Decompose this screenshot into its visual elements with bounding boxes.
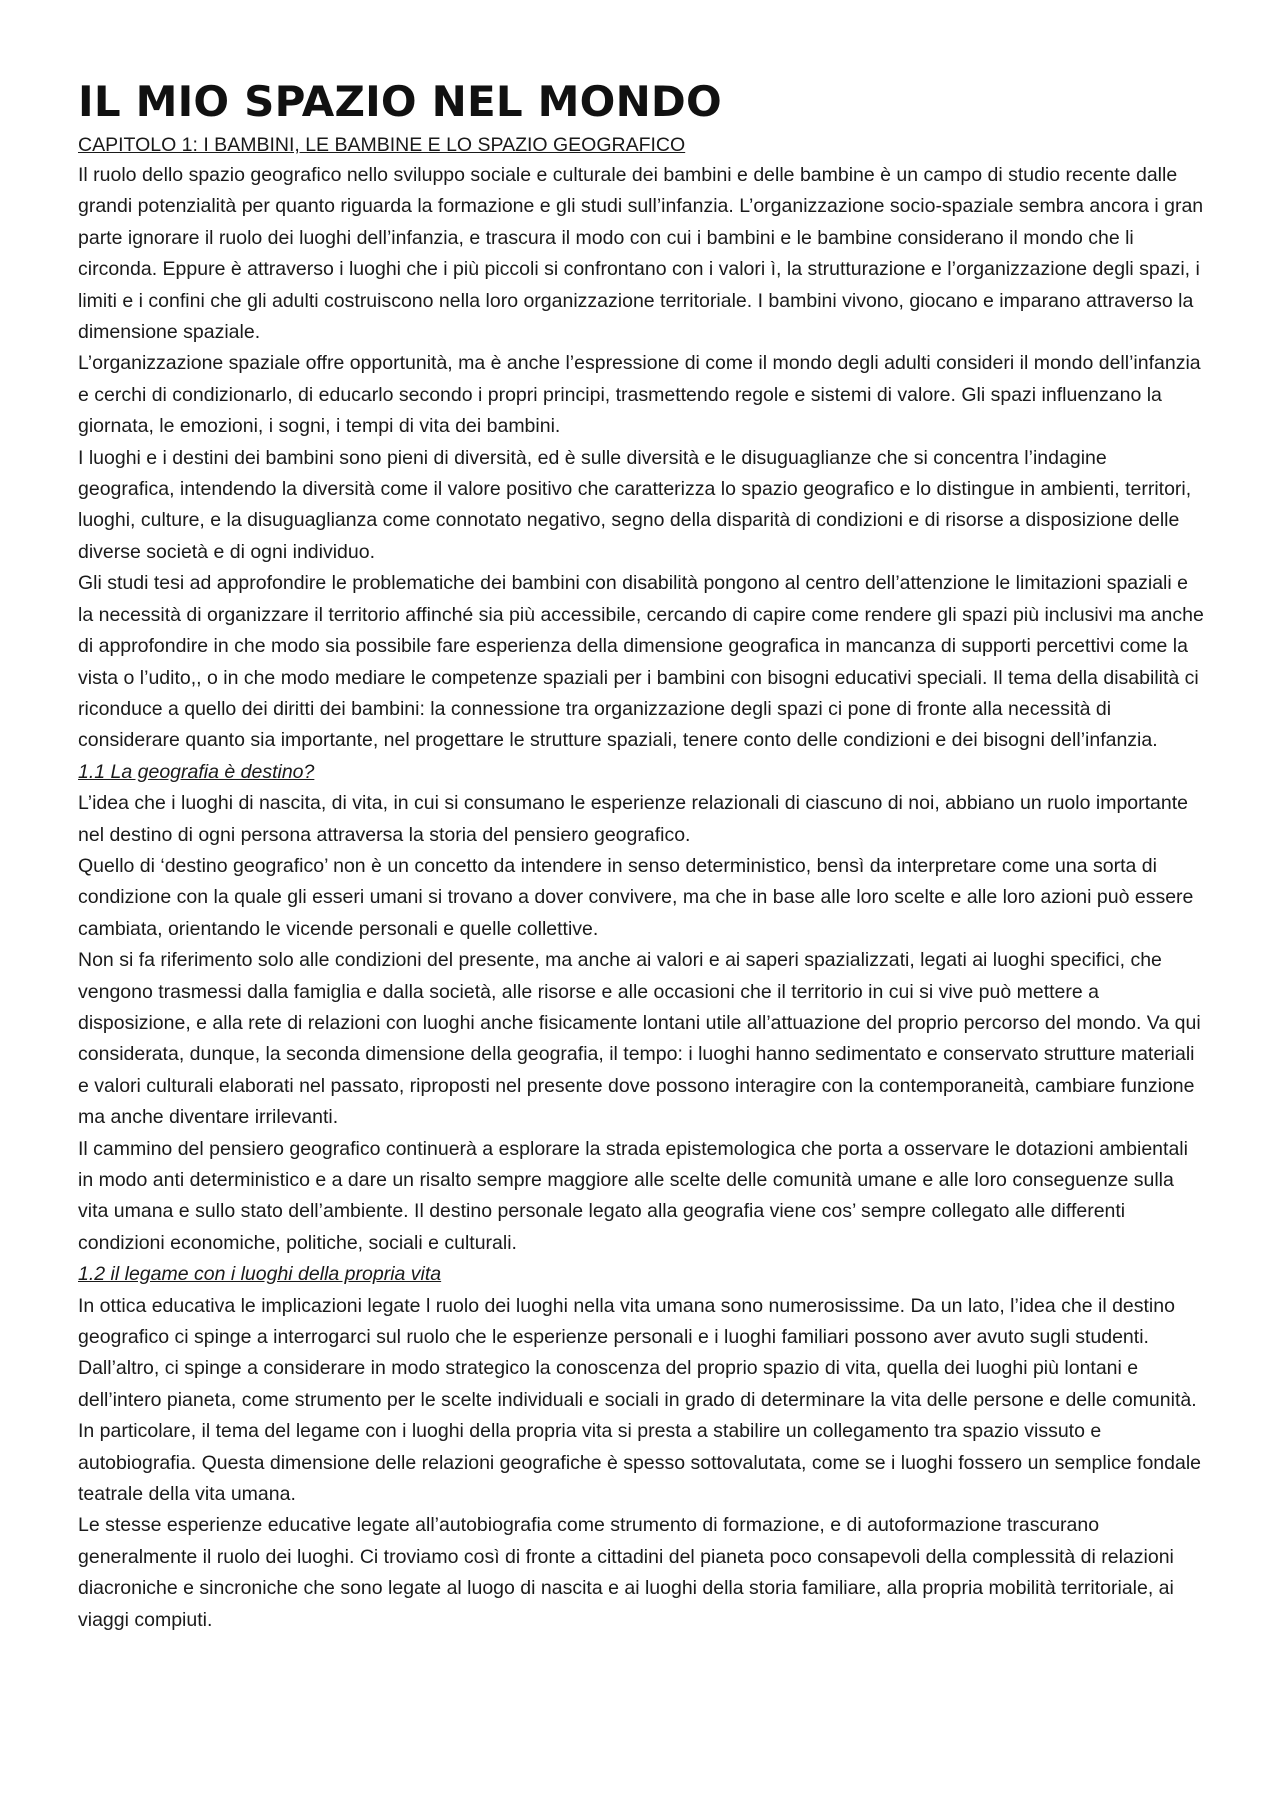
paragraph: Le stesse esperienze educative legate all’autobiografia come strumento di formazione, e di autoformazione trascurano generalmente il ruolo dei luoghi. Ci troviamo così di fronte a cittadini del pianeta poco consapevoli della complessità di relazioni diacroniche e sincroniche che sono legate al luogo di nascita e ai luoghi della storia familiare, alla propria mobilità territoriale, ai viaggi compiuti.	[78, 1514, 1174, 1631]
paragraph: L’idea che i luoghi di nascita, di vita, in cui si consumano le esperienze relazionali di ciascuno di noi, abbiano un ruolo importante nel destino di ogni persona attraversa la storia del pensiero geografico.	[78, 792, 1189, 846]
section-heading-1-1: 1.1 La geografia è destino?	[78, 760, 315, 783]
paragraph: Quello di ‘destino geografico’ non è un concetto da intendere in senso deterministico, bensì da interpretare come una sorta di condizione con la quale gli esseri umani si trovano a dover convivere, ma che in base alle loro scelte e alle loro azioni può essere cambiata, orientando le vicende personali e quelle collettive.	[78, 854, 1194, 940]
section-heading-1-2: 1.2 il legame con i luoghi della propria vita	[78, 1263, 442, 1286]
document-title: IL MIO SPAZIO NEL MONDO	[78, 77, 722, 126]
paragraph: Il ruolo dello spazio geografico nello sviluppo sociale e culturale dei bambini e delle bambine è un campo di studio recente dalle grandi potenzialità per quanto riguarda la formazione e gli studi sull’infanzia. L’organizzazione socio-spaziale sembra ancora i gran parte ignorare il ruolo dei luoghi dell’infanzia, e trascura il modo con cui i bambini e le bambine considerano il mondo che li circonda. Eppure è attraverso i luoghi che i più piccoli si confrontano con i valori ì, la strutturazione e l’organizzazione degli spazi, i limiti e i confini che gli adulti costruiscono nella loro organizzazione territoriale. I bambini vivono, giocano e imparano attraverso la dimensione spaziale.	[78, 164, 1204, 344]
paragraph: I luoghi e i destini dei bambini sono pieni di diversità, ed è sulle diversità e le disuguaglianze che si concentra l’indagine geografica, intendendo la diversità come il valore positivo che caratterizza lo spazio geografico e lo distingue in ambienti, territori, luoghi, culture, e la disuguaglianza come connotato negativo, segno della disparità di condizioni e di risorse a disposizione delle diverse società e di ogni individuo.	[78, 446, 1192, 563]
paragraph: In ottica educativa le implicazioni legate l ruolo dei luoghi nella vita umana sono numerosissime. Da un lato, l’idea che il destino geografico ci spinge a interrogarci sul ruolo che le esperienze personali e i luoghi familiari possono aver avuto sugli studenti. Dall’altro, ci spinge a considerare in modo strategico la conoscenza del proprio spazio di vita, quella dei luoghi più lontani e dell’intero pianeta, come strumento per le scelte individuali e sociali in grado di determinare la vita delle persone e delle comunità. In particolare, il tema del legame con i luoghi della propria vita si presta a stabilire un collegamento tra spazio vissuto e autobiografia. Questa dimensione delle relazioni geografiche è spesso sottovalutata, come se i luoghi fossero un semplice fondale teatrale della vita umana.	[78, 1294, 1202, 1506]
paragraph: Non si fa riferimento solo alle condizioni del presente, ma anche ai valori e ai saperi spazializzati, legati ai luoghi specifici, che vengono trasmessi dalla famiglia e dalla società, alle risorse e alle occasioni che il territorio in cui si vive può mettere a disposizione, e alla rete di relazioni con luoghi anche fisicamente lontani utile all’attuazione del proprio percorso del mondo. Va qui considerata, dunque, la seconda dimensione della geografia, il tempo: i luoghi hanno sedimentato e conservato strutture materiali e valori culturali elaborati nel passato, riproposti nel presente dove possono interagire con la contemporaneità, cambiare funzione ma anche diventare irrilevanti.	[78, 949, 1201, 1129]
paragraph: Gli studi tesi ad approfondire le problematiche dei bambini con disabilità pongono al centro dell’attenzione le limitazioni spaziali e la necessità di organizzare il territorio affinché sia più accessibile, cercando di capire come rendere gli spazi più inclusivi ma anche di approfondire in che modo sia possibile fare esperienza della dimensione geografica in mancanza di supporti percettivi come la vista o l’udito,, o in che modo mediare le competenze spaziali per i bambini con bisogni educativi speciali. Il tema della disabilità ci riconduce a quello dei diritti dei bambini: la connessione tra organizzazione degli spazi ci pone di fronte alla necessità di considerare quanto sia importante, nel progettare le strutture spaziali, tenere conto delle condizioni e dei bisogni dell’infanzia.	[78, 572, 1204, 752]
paragraph: L’organizzazione spaziale offre opportunità, ma è anche l’espressione di come il mondo degli adulti consideri il mondo dell’infanzia e cerchi di condizionarlo, di educarlo secondo i propri principi, trasmettendo regole e sistemi di valore. Gli spazi influenzano la giornata, le emozioni, i sogni, i tempi di vita dei bambini.	[78, 352, 1201, 438]
chapter-heading: CAPITOLO 1: I BAMBINI, LE BAMBINE E LO SPAZIO GEOGRAFICO	[78, 134, 686, 156]
paragraph: Il cammino del pensiero geografico continuerà a esplorare la strada epistemologica che porta a osservare le dotazioni ambientali in modo anti deterministico e a dare un risalto sempre maggiore alle scelte delle comunità umane e alle loro conseguenze sulla vita umana e sullo stato dell’ambiente. Il destino personale legato alla geografia viene cos’ sempre collegato alle differenti condizioni economiche, politiche, sociali e culturali.	[78, 1137, 1188, 1254]
document-page	[78, 74, 1208, 1636]
